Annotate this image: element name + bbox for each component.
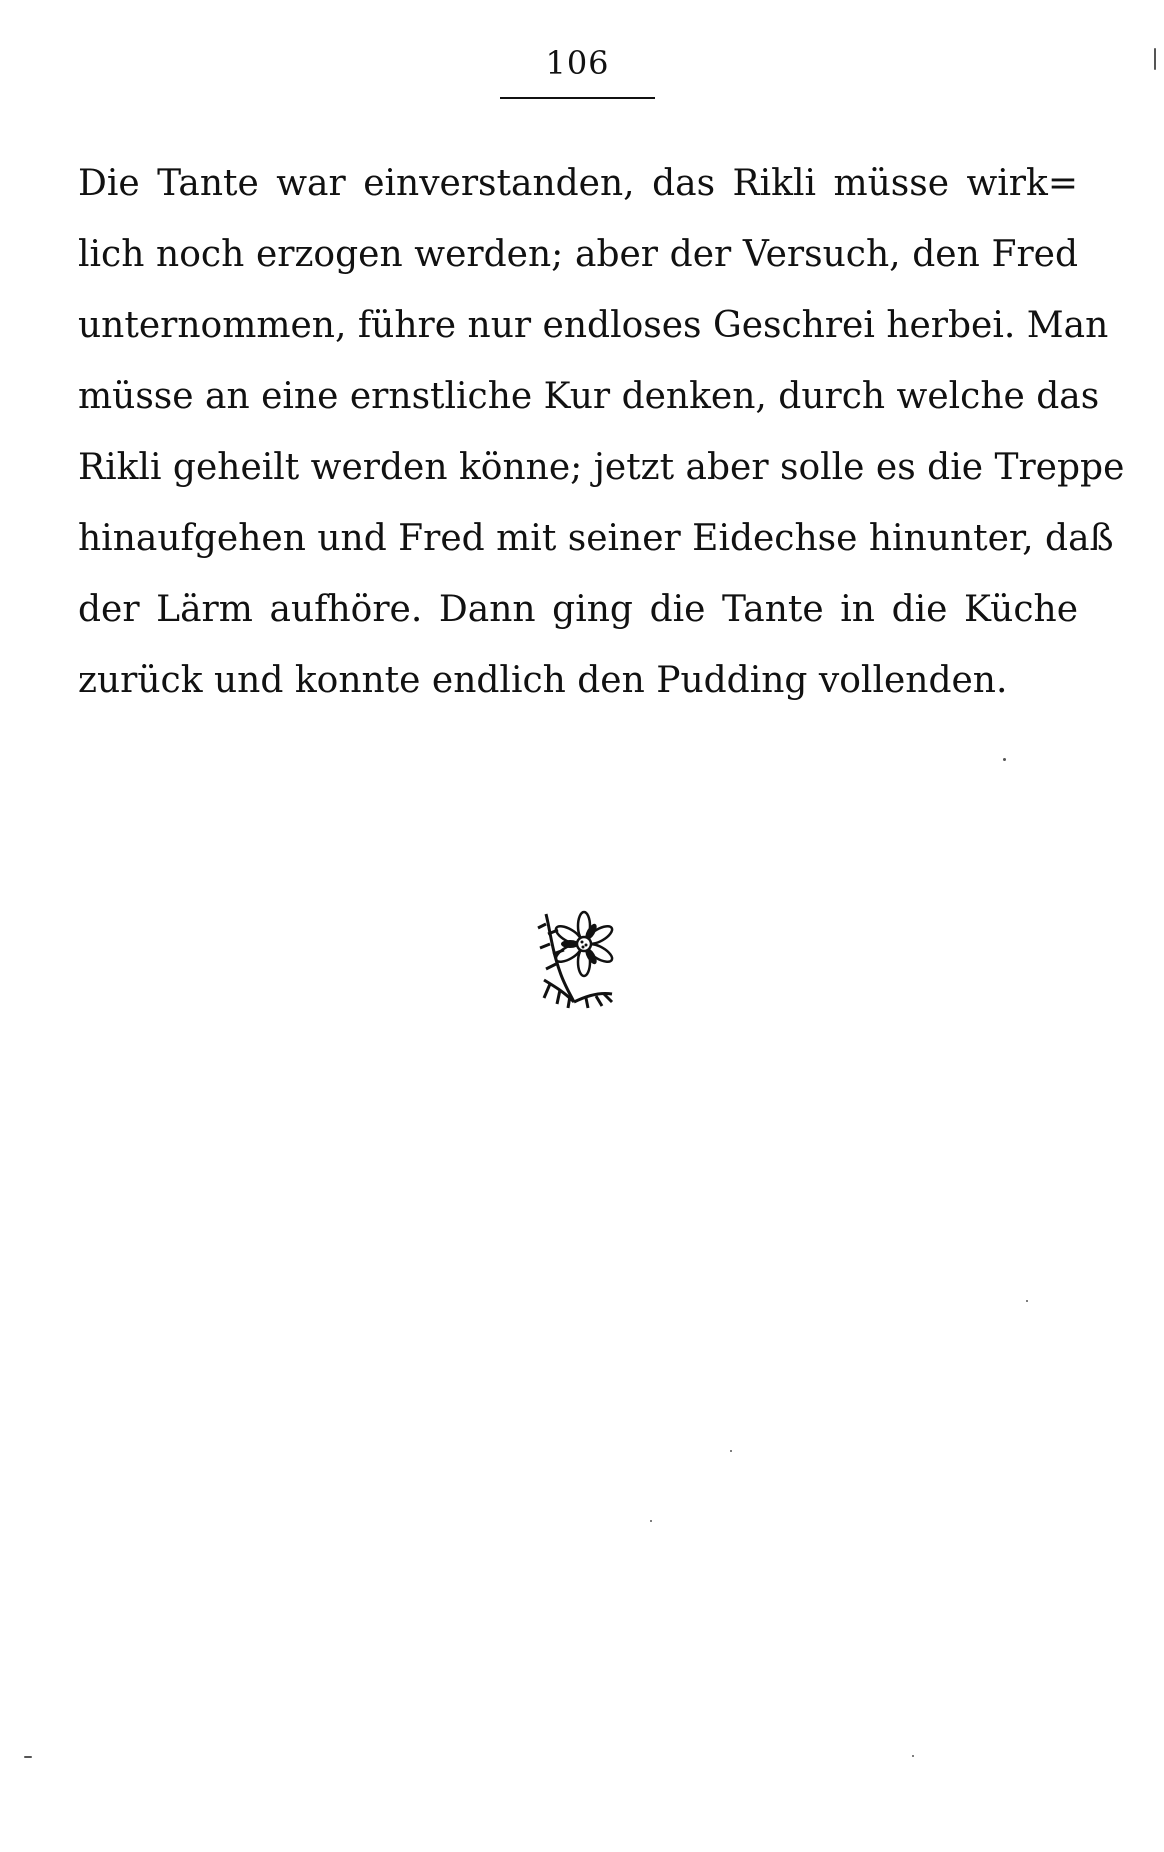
text-line: unternommen, führe nur endloses Geschrei herbei. Man — [78, 305, 1109, 346]
paper-speck — [24, 1756, 32, 1758]
paper-speck — [1003, 758, 1006, 761]
paper-speck — [730, 1450, 732, 1452]
page-number: 106 — [545, 44, 610, 82]
page-number-rule — [500, 97, 655, 99]
body-paragraph — [78, 148, 1125, 716]
paper-speck — [650, 1520, 652, 1522]
paper-speck — [1026, 1300, 1028, 1302]
text-line: zurück und konnte endlich den Pudding vollenden. — [78, 660, 1008, 701]
text-line: der Lärm aufhöre. Dann ging die Tante in die Küche — [78, 589, 1078, 630]
paper-speck — [912, 1755, 914, 1757]
text-line: hinaufgehen und Fred mit seiner Eidechse hinunter, daß — [78, 518, 1114, 559]
text-line: lich noch erzogen werden; aber der Versuch, den Fred — [78, 234, 1078, 275]
paper-speck — [1154, 48, 1156, 70]
text-line: Die Tante war einverstanden, das Rikli müsse wirk= — [78, 163, 1078, 204]
edelweiss-flower-icon — [530, 910, 618, 1012]
text-line: müsse an eine ernstliche Kur denken, durch welche das — [78, 376, 1100, 417]
text-line: Rikli geheilt werden könne; jetzt aber solle es die Treppe — [78, 447, 1125, 488]
